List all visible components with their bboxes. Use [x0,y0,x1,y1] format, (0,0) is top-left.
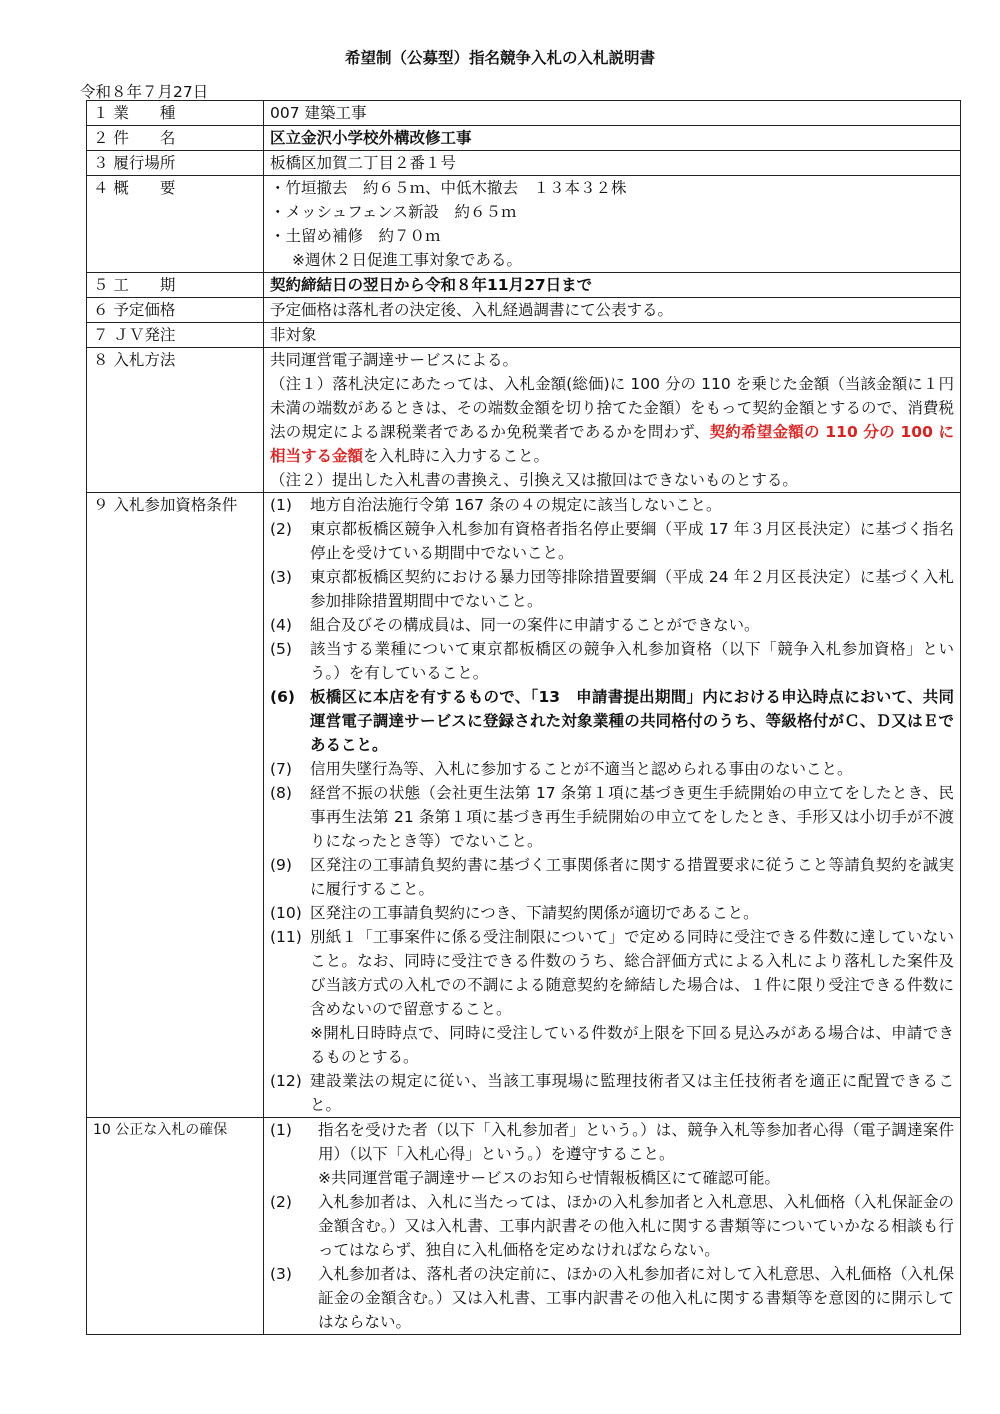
item-text: 入札参加者は、落札者の決定前に、ほかの入札参加者に対して入札意思、入札価格（入札保証金の金額含む。）又は入札書、工事内訳書その他入札に関する書類等を意図的に開示してはならない。 [318,1265,954,1331]
value-bid-method [264,348,961,493]
item-text: 入札参加者は、入札に当たっては、ほかの入札参加者と入札意思、入札価格（入札保証金の金額含む。）又は入札書、工事内訳書その他入札に関する書類等についていかなる相談も行ってはならず、独自に入札価格を定めなければならない。 [318,1193,954,1259]
eligibility-item [270,517,954,565]
item-text: 指名を受けた者（以下「入札参加者」という。）は、競争入札等参加者心得（電子調達案件用）（以下「入札心得」という。）を遵守すること。 [318,1121,954,1163]
value-industry: 007 建築工事 [264,101,961,126]
label-location: ３ 履行場所 [87,151,264,176]
value-jv: 非対象 [264,323,961,348]
eligibility-item [270,565,954,613]
value-location: 板橋区加賀二丁目２番１号 [264,151,961,176]
eligibility-item [270,901,954,925]
bid-method-line: 共同運営電子調達サービスによる。 [270,351,519,369]
item-text: 該当する業種について東京都板橋区の競争入札参加資格（以下「競争入札参加資格」という。）を有していること。 [310,640,954,682]
item-text: 地方自治法施行令第 167 条の４の規定に該当しないこと。 [310,496,722,514]
item-text: ※共同運営電子調達サービスのお知らせ情報板橋区にて確認可能。 [318,1169,781,1187]
item-number: (11) [270,928,302,946]
item-text: 東京都板橋区契約における暴力団等排除措置要綱（平成 24 年２月区長決定）に基づく入札参加排除措置期間中でないこと。 [310,568,954,610]
row-summary [87,176,961,273]
fair-bidding-item [270,1118,954,1166]
row-jv [87,323,961,348]
item-number [270,1166,318,1190]
eligibility-item [270,637,954,685]
document-title: 希望制（公募型）指名競争入札の入札説明書 [344,49,655,67]
item-number: (9) [270,856,292,874]
item-number: (5) [270,640,292,658]
item-text: 経営不振の状態（会社更生法第 17 条第１項に基づき更生手続開始の申立てをしたとき、民事再生法第 21 条第１項に基づき再生手続開始の申立てをしたとき、手形又は小切手が不渡りになったとき等）でないこと。 [310,784,954,850]
item-number: (6) [270,688,295,706]
value-summary [264,176,961,273]
row-fair-bidding [87,1118,961,1335]
summary-note: ※週休２日促進工事対象である。 [292,251,522,269]
label-bid-method: ８ 入札方法 [87,348,264,493]
item-number: (3) [270,568,292,586]
value-project-name: 区立金沢小学校外構改修工事 [264,126,961,151]
label-industry: １ 業 種 [87,101,264,126]
item-number: (12) [270,1072,302,1090]
eligibility-item [270,493,954,517]
bid-method-note1 [270,372,954,468]
summary-line: ・メッシュフェンス新設 約６５ｍ [270,203,517,221]
item-number [270,1021,310,1069]
fair-bidding-item [270,1190,954,1262]
value-eligibility [264,493,961,1118]
fair-bidding-item [270,1262,954,1334]
item-number: (10) [270,904,302,922]
eligibility-item [270,925,954,1021]
eligibility-item [270,685,954,757]
eligibility-item [270,853,954,901]
fair-bidding-note [270,1166,954,1190]
row-period [87,273,961,298]
item-number: (7) [270,760,292,778]
item-text: 建設業法の規定に従い、当該工事現場に監理技術者又は主任技術者を適正に配置できること。 [310,1072,954,1114]
item-text: 組合及びその構成員は、同一の案件に申請することができない。 [310,616,760,634]
item-text: 板橋区に本店を有するもので、「13 申請書提出期間」内における申込時点において、共同運営電子調達サービスに登録された対象業種の共同格付のうち、等級格付がＣ、Ｄ又はＥであること。 [310,688,954,754]
row-estimated-price [87,298,961,323]
label-period: ５ 工 期 [87,273,264,298]
document-date: 令和８年７月27日 [80,83,209,101]
summary-line: ・土留め補修 約７０ｍ [270,227,441,245]
label-estimated-price: ６ 予定価格 [87,298,264,323]
note1-highlight: 契約希望金額の 110 分の 100 に相当する金額 [270,423,955,465]
row-location [87,151,961,176]
item-number: (2) [270,1193,292,1211]
eligibility-item [270,781,954,853]
row-eligibility [87,493,961,1118]
item-text: 信用失墜行為等、入札に参加することが不適当と認められる事由のないこと。 [310,760,853,778]
note1-post: を入札時に入力すること。 [363,447,550,465]
eligibility-item [270,757,954,781]
row-bid-method [87,348,961,493]
item-number: (2) [270,520,292,538]
eligibility-item [270,1069,954,1117]
value-estimated-price: 予定価格は落札者の決定後、入札経過調書にて公表する。 [264,298,961,323]
item-text: 東京都板橋区競争入札参加有資格者指名停止要綱（平成 17 年３月区長決定）に基づく指名停止を受けている期間中でないこと。 [310,520,954,562]
item-number: (1) [270,1121,292,1139]
item-number: (3) [270,1265,292,1283]
label-summary: ４ 概 要 [87,176,264,273]
label-fair-bidding: 10 公正な入札の確保 [87,1118,264,1335]
eligibility-note [270,1021,954,1069]
item-text: 別紙１「工事案件に係る受注制限について」で定める同時に受注できる件数に達していないこと。なお、同時に受注できる件数のうち、総合評価方式による入札により落札した案件及び当該方式の入札での不調による随意契約を締結した場合は、１件に限り受注できる件数に含めないので留意すること。 [310,928,954,1018]
label-eligibility: ９ 入札参加資格条件 [87,493,264,1118]
label-project-name: ２ 件 名 [87,126,264,151]
value-period: 契約締結日の翌日から令和８年11月27日まで [264,273,961,298]
bid-method-note2: （注２）提出した入札書の書換え、引換え又は撤回はできないものとする。 [270,471,798,489]
row-project-name [87,126,961,151]
label-jv: ７ ＪＶ発注 [87,323,264,348]
explanation-table [86,100,961,1335]
note1-pre: （注１）落札決定にあたっては、入札金額(総価)に 100 分の 110 を乗じた金額（当該金額に１円未満の端数があるときは、その端数金額を切り捨てた金額）をもって契約金額とするので、消費税法の規定による課税業者であるか免税業者であるかを問わず、 [270,375,954,441]
item-number: (1) [270,496,292,514]
item-number: (4) [270,616,292,634]
item-text: 区発注の工事請負契約書に基づく工事関係者に関する措置要求に従うこと等請負契約を誠実に履行すること。 [310,856,954,898]
summary-line: ・竹垣撤去 約６５ｍ、中低木撤去 １３本３２株 [270,179,627,197]
eligibility-item [270,613,954,637]
value-fair-bidding [264,1118,961,1335]
item-text: ※開札日時時点で、同時に受注している件数が上限を下回る見込みがある場合は、申請できるものとする。 [310,1024,954,1066]
row-industry [87,101,961,126]
item-text: 区発注の工事請負契約につき、下請契約関係が適切であること。 [310,904,759,922]
item-number: (8) [270,784,292,802]
